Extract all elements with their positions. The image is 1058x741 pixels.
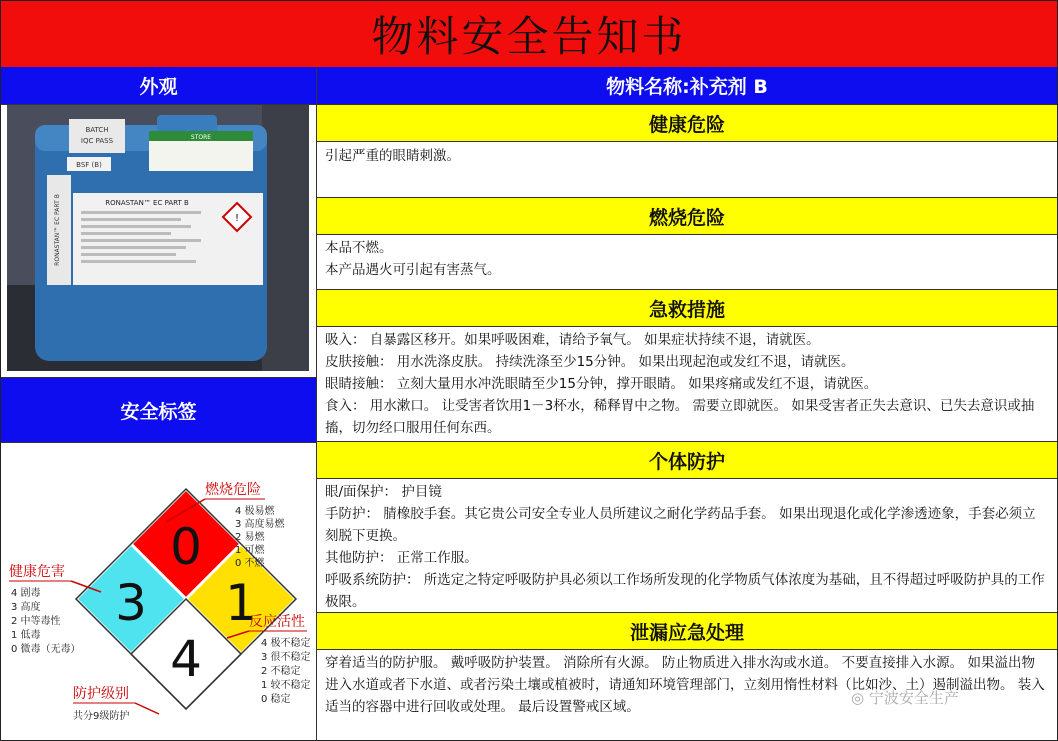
sheet-title: 物料安全告知书 xyxy=(1,1,1057,68)
health-title: 健康危害 xyxy=(9,564,65,580)
watermark xyxy=(851,687,959,708)
svg-text:!: ! xyxy=(234,213,240,224)
material-name-header: 物料名称:补充剂 B xyxy=(317,67,1057,105)
fire-scale-2: 2 易燃 xyxy=(235,532,265,543)
health-scale-1: 1 低毒 xyxy=(11,630,41,641)
first-aid-eye: 眼睛接触： 立刻大量用水冲洗眼睛至少15分钟，撑开眼睛。 如果疼痛或发红不退，请就医。 xyxy=(325,376,878,392)
fire-scale-1: 1 可燃 xyxy=(235,545,265,556)
bottle-main-label: RONASTAN™ EC PART B xyxy=(105,199,189,207)
ppe-eye-face: 眼/面保护： 护目镜 xyxy=(325,484,442,500)
reactivity-scale-0: 0 稳定 xyxy=(261,694,291,705)
reactivity-value: 1 xyxy=(225,574,257,632)
reactivity-scale-4: 4 极不稳定 xyxy=(261,638,311,649)
ppe-respiratory: 呼吸系统防护： 所选定之特定呼吸防护具必须以工作场所发现的化学物质气体浓度为基础，且不得超过呼吸防护具的工作极限。 xyxy=(325,572,1045,610)
watermark-text: 宁波安全生产 xyxy=(868,689,959,707)
first-aid-inhalation: 吸入： 自暴露区移开。如果呼吸困难，请给予氧气。 如果症状持续不退，请就医。 xyxy=(325,332,820,348)
bottle-tag-iqc: IQC PASS xyxy=(80,137,114,145)
safety-label-header: 安全标签 xyxy=(1,377,316,443)
first-aid-skin: 皮肤接触： 用水洗涤皮肤。 持续洗涤至少15分钟。 如果出现起泡或发红不退，请就医。 xyxy=(325,354,855,370)
fire-line-1: 本品不燃。 xyxy=(325,240,393,256)
first-aid-text xyxy=(317,325,1049,441)
health-value: 3 xyxy=(115,574,147,632)
health-scale-3: 3 高度 xyxy=(11,602,41,613)
spill-line-1: 穿着适当的防护服。 戴呼吸防护装置。 消除所有火源。 防止物质进入排水沟或水道。 不要直接排入水源。 如果溢出物进入水道或者下水道、或者污染土壤或植被时，请通知环境管理部门，立刻用惰性材料（比如沙、土）遏制溢出物。 装入适当的容器中进行回收或处理。 最后设置警戒区域。 xyxy=(325,655,1045,715)
health-line-1: 引起严重的眼睛刺激。 xyxy=(325,148,460,164)
protection-title: 防护级别 xyxy=(73,686,129,702)
ppe-text xyxy=(317,477,1049,613)
health-hazard-header: 健康危险 xyxy=(317,104,1057,142)
fire-scale-0: 0 不燃 xyxy=(235,558,265,569)
fire-hazard-text xyxy=(317,233,1049,289)
appearance-header: 外观 xyxy=(1,67,316,105)
health-scale-0: 0 微毒（无毒） xyxy=(11,644,81,655)
bottle-tag-batch: BATCH xyxy=(85,126,109,134)
nfpa-diamond-panel xyxy=(1,442,316,740)
ppe-header: 个体防护 xyxy=(317,441,1057,479)
watermark-icon: ◎ xyxy=(851,689,869,707)
health-hazard-text xyxy=(317,141,1049,197)
fire-value: 0 xyxy=(170,518,202,576)
fire-title: 燃烧危险 xyxy=(205,482,261,498)
reactivity-title: 反应活性 xyxy=(249,614,305,630)
first-aid-header: 急救措施 xyxy=(317,289,1057,327)
fire-scale-4: 4 极易燃 xyxy=(235,506,275,517)
bottle-green-label: STORE xyxy=(190,134,212,141)
fire-hazard-header: 燃烧危险 xyxy=(317,197,1057,235)
protection-value: 4 xyxy=(170,630,202,688)
reactivity-scale-3: 3 很不稳定 xyxy=(261,652,311,663)
ppe-other: 其他防护： 正常工作服。 xyxy=(325,550,478,566)
protection-note: 共分9级防护 xyxy=(73,711,130,722)
fire-scale-3: 3 高度易燃 xyxy=(235,519,285,530)
health-scale-2: 2 中等毒性 xyxy=(11,616,61,627)
bottle-tag-bsf: BSF (B) xyxy=(76,161,102,169)
fire-line-2: 本产品遇火可引起有害蒸气。 xyxy=(325,262,501,278)
health-scale-4: 4 剧毒 xyxy=(11,588,41,599)
first-aid-ingestion: 食入： 用水漱口。 让受害者饮用1－3杯水，稀释胃中之物。 需要立即就医。 如果受害者正失去意识、已失去意识或抽搐，切勿经口服用任何东西。 xyxy=(325,398,1035,436)
reactivity-scale-1: 1 较不稳定 xyxy=(261,680,311,691)
bottle-side-label: RONASTAN™ EC PART B xyxy=(54,194,61,266)
reactivity-scale-2: 2 不稳定 xyxy=(261,666,301,677)
ppe-hand: 手防护： 腈橡胶手套。其它贵公司安全专业人员所建议之耐化学药品手套。 如果出现退化或化学渗透迹象，手套必须立刻脱下更换。 xyxy=(325,506,1036,544)
product-photo xyxy=(7,105,309,371)
spill-header: 泄漏应急处理 xyxy=(317,612,1057,650)
